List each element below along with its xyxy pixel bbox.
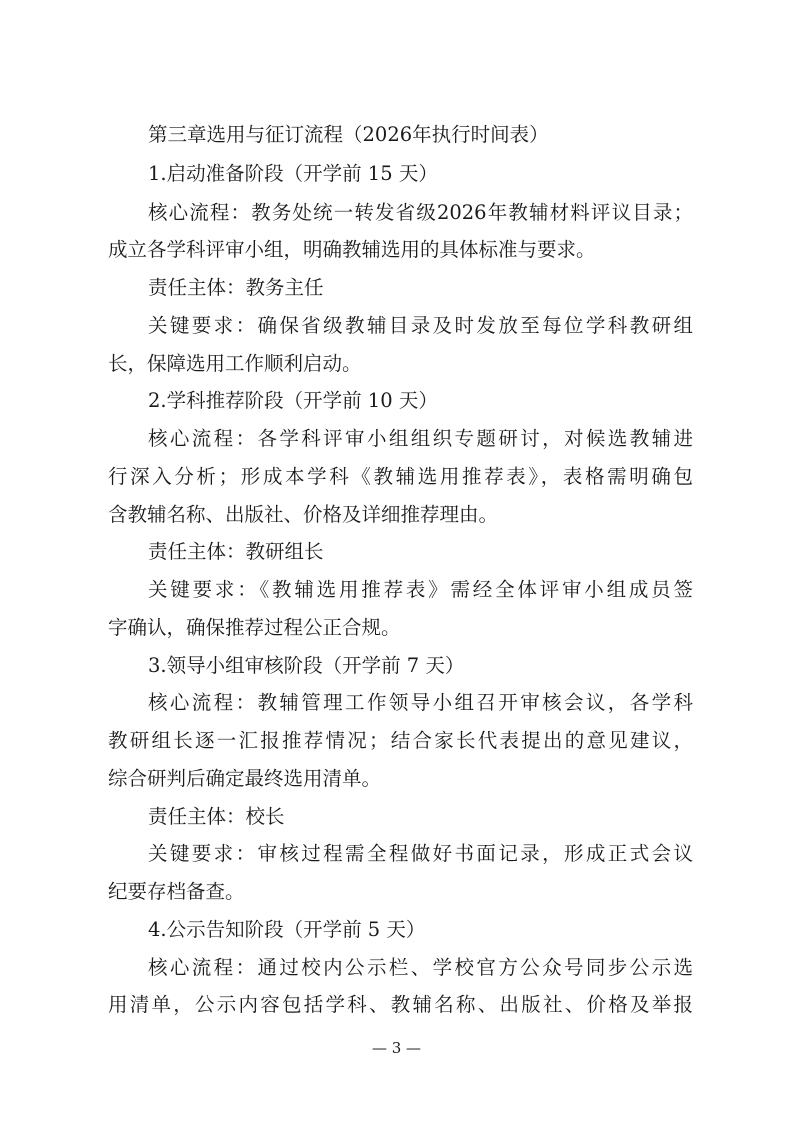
paragraph-line: 长，保障选用工作顺利启动。 bbox=[108, 352, 362, 375]
section-heading-4: 4.公示告知阶段（开学前 5 天） bbox=[148, 918, 426, 941]
paragraph-line: 含教辅名称、出版社、价格及详细推荐理由。 bbox=[108, 503, 499, 526]
paragraph-line: 核心流程：各学科评审小组组织专题研讨，对候选教辅进 bbox=[148, 427, 693, 450]
section-heading-2: 2.学科推荐阶段（开学前 10 天） bbox=[148, 389, 438, 412]
paragraph-line: 核心流程：教务处统一转发省级2026年教辅材料评议目录； bbox=[148, 201, 693, 224]
paragraph-line: 责任主体：教务主任 bbox=[148, 276, 324, 299]
paragraph-line: 核心流程：通过校内公示栏、学校官方公众号同步公示选 bbox=[148, 956, 693, 979]
section-heading-3: 3.领导小组审核阶段（开学前 7 天） bbox=[148, 654, 465, 677]
chapter-heading: 第三章选用与征订流程（2026年执行时间表） bbox=[148, 123, 549, 146]
paragraph-line: 纪要存档备查。 bbox=[108, 880, 245, 903]
paragraph-line: 关键要求：确保省级教辅目录及时发放至每位学科教研组 bbox=[148, 314, 693, 337]
paragraph-line: 教研组长逐一汇报推荐情况；结合家长代表提出的意见建议， bbox=[108, 729, 693, 752]
paragraph-line: 关键要求：《教辅选用推荐表》需经全体评审小组成员签 bbox=[148, 578, 693, 601]
paragraph-line: 用清单，公示内容包括学科、教辅名称、出版社、价格及举报 bbox=[108, 993, 693, 1016]
paragraph-line: 字确认，确保推荐过程公正合规。 bbox=[108, 616, 401, 639]
paragraph-line: 行深入分析；形成本学科《教辅选用推荐表》，表格需明确包 bbox=[108, 465, 693, 488]
page-number: — 3 — bbox=[371, 1039, 422, 1057]
paragraph-line: 责任主体：教研组长 bbox=[148, 540, 324, 563]
paragraph-line: 关键要求：审核过程需全程做好书面记录，形成正式会议 bbox=[148, 842, 693, 865]
paragraph-line: 综合研判后确定最终选用清单。 bbox=[108, 767, 382, 790]
paragraph-line: 核心流程：教辅管理工作领导小组召开审核会议，各学科 bbox=[148, 691, 693, 714]
paragraph-line: 成立各学科评审小组，明确教辅选用的具体标准与要求。 bbox=[108, 238, 596, 261]
section-heading-1: 1.启动准备阶段（开学前 15 天） bbox=[148, 162, 438, 185]
paragraph-line: 责任主体：校长 bbox=[148, 805, 285, 828]
